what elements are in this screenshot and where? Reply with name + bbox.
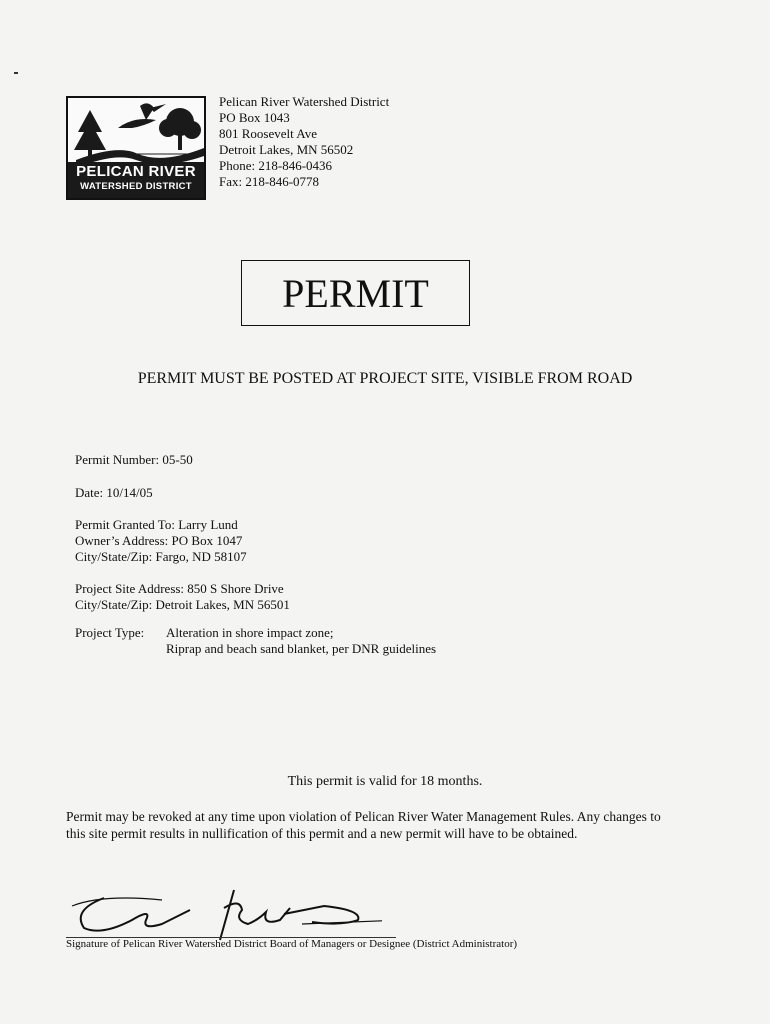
site-address: Project Site Address: 850 S Shore Drive [75, 581, 284, 596]
scan-speck [14, 72, 18, 74]
validity-statement: This permit is valid for 18 months. [287, 774, 483, 789]
site-city: City/State/Zip: Detroit Lakes, MN 56501 [75, 597, 290, 612]
posting-notice: PERMIT MUST BE POSTED AT PROJECT SITE, VISIBLE FROM ROAD [137, 370, 633, 387]
logo-landscape-icon [68, 98, 206, 168]
project-type-label: Project Type: [75, 625, 145, 640]
owner-address: Owner’s Address: PO Box 1047 [75, 533, 243, 548]
permit-fields [75, 452, 436, 657]
street: 801 Roosevelt Ave [219, 126, 317, 141]
permit-title: PERMIT [241, 260, 470, 326]
revocation-notice: Permit may be revoked at any time upon violation of Pelican River Water Management Rules. Any changes to this site permit results in nullification of this permit and a new permit will have to be obtained. [66, 809, 661, 841]
district-logo [66, 96, 206, 200]
signature-caption: Signature of Pelican River Watershed District Board of Managers or Designee (District Administrator) [66, 938, 518, 950]
phone: Phone: 218-846-0436 [219, 158, 333, 173]
fax: Fax: 218-846-0778 [219, 174, 320, 189]
handwritten-signature [62, 880, 382, 942]
org-name: Pelican River Watershed District [219, 94, 390, 109]
city-state-zip: Detroit Lakes, MN 56502 [219, 142, 354, 157]
project-type-line1: Alteration in shore impact zone; [166, 625, 334, 640]
letterhead-address [219, 94, 389, 190]
logo-subtitle: WATERSHED DISTRICT [80, 181, 192, 192]
permit-number: Permit Number: 05-50 [75, 452, 193, 467]
granted-to: Permit Granted To: Larry Lund [75, 517, 238, 532]
logo-banner [68, 162, 204, 198]
po-box: PO Box 1043 [219, 110, 290, 125]
owner-city: City/State/Zip: Fargo, ND 58107 [75, 549, 247, 564]
project-type-line2: Riprap and beach sand blanket, per DNR guidelines [166, 641, 437, 656]
logo-title: PELICAN RIVER [76, 163, 196, 180]
project-type [75, 625, 436, 657]
permit-date: Date: 10/14/05 [75, 485, 153, 500]
